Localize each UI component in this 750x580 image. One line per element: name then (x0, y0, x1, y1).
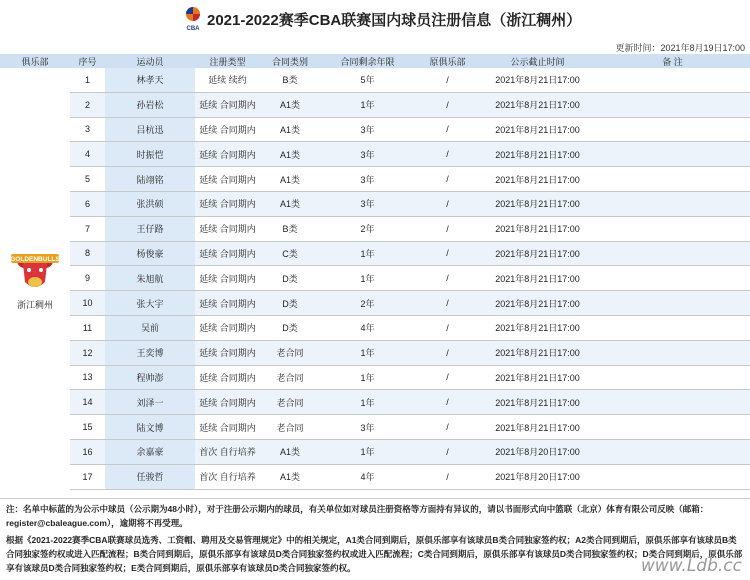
cell-no: 9 (70, 266, 105, 291)
cell-note (595, 216, 750, 241)
cell-years: 4年 (320, 315, 415, 340)
cell-name: 程帅澎 (105, 365, 195, 390)
table-row (0, 315, 750, 340)
cell-no: 12 (70, 340, 105, 365)
cell-deadline: 2021年8月21日17:00 (480, 291, 595, 316)
cell-name: 杨俊豪 (105, 241, 195, 266)
cell-deadline: 2021年8月21日17:00 (480, 142, 595, 167)
cell-type: 延续 合同期内 (195, 142, 260, 167)
cell-note (595, 191, 750, 216)
cell-years: 3年 (320, 191, 415, 216)
table-row (0, 390, 750, 415)
table-row (0, 167, 750, 192)
table-row (0, 340, 750, 365)
cell-note (595, 117, 750, 142)
cell-name: 吕杭迅 (105, 117, 195, 142)
registration-table (0, 54, 750, 490)
header (0, 0, 750, 40)
cell-name: 王仔路 (105, 216, 195, 241)
cell-no: 15 (70, 415, 105, 440)
cell-years: 3年 (320, 142, 415, 167)
cell-name: 林孝天 (105, 68, 195, 92)
cell-type: 延续 合同期内 (195, 191, 260, 216)
col-header: 公示截止时间 (480, 54, 595, 68)
cell-no: 14 (70, 390, 105, 415)
cell-type: 首次 自行培养 (195, 439, 260, 464)
cell-from: / (415, 390, 480, 415)
cell-type: 延续 合同期内 (195, 216, 260, 241)
cell-no: 7 (70, 216, 105, 241)
cell-cat: 老合同 (260, 390, 320, 415)
cell-deadline: 2021年8月21日17:00 (480, 266, 595, 291)
cell-deadline: 2021年8月21日17:00 (480, 167, 595, 192)
cell-deadline: 2021年8月20日17:00 (480, 439, 595, 464)
cell-type: 延续 合同期内 (195, 340, 260, 365)
table-row (0, 117, 750, 142)
table-row (0, 415, 750, 440)
cell-from: / (415, 340, 480, 365)
cell-name: 时振恺 (105, 142, 195, 167)
cell-no: 6 (70, 191, 105, 216)
cell-name: 任骏哲 (105, 464, 195, 489)
cell-no: 2 (70, 92, 105, 117)
cell-no: 10 (70, 291, 105, 316)
cell-type: 延续 合同期内 (195, 266, 260, 291)
col-header: 俱乐部 (0, 54, 70, 68)
cell-deadline: 2021年8月21日17:00 (480, 340, 595, 365)
cell-cat: A1类 (260, 167, 320, 192)
cell-from: / (415, 191, 480, 216)
cell-no: 8 (70, 241, 105, 266)
golden-bulls-logo-icon (9, 246, 61, 294)
table-row (0, 216, 750, 241)
cell-from: / (415, 291, 480, 316)
cell-from: / (415, 266, 480, 291)
cell-note (595, 291, 750, 316)
page-title: 2021-2022赛季CBA联赛国内球员注册信息（浙江稠州） (207, 12, 582, 29)
cell-note (595, 241, 750, 266)
cell-from: / (415, 216, 480, 241)
cell-cat: C类 (260, 241, 320, 266)
cell-deadline: 2021年8月21日17:00 (480, 92, 595, 117)
cell-no: 17 (70, 464, 105, 489)
cell-years: 4年 (320, 464, 415, 489)
club-cell (0, 68, 70, 489)
cell-from: / (415, 439, 480, 464)
cell-deadline: 2021年8月21日17:00 (480, 117, 595, 142)
cell-name: 陆文博 (105, 415, 195, 440)
cell-years: 1年 (320, 340, 415, 365)
cell-from: / (415, 365, 480, 390)
cell-no: 5 (70, 167, 105, 192)
table-row (0, 266, 750, 291)
cell-years: 3年 (320, 167, 415, 192)
cell-cat: 老合同 (260, 415, 320, 440)
cell-type: 延续 续约 (195, 68, 260, 92)
cell-cat: A1类 (260, 439, 320, 464)
cell-cat: A1类 (260, 191, 320, 216)
table-row (0, 191, 750, 216)
cell-deadline: 2021年8月21日17:00 (480, 415, 595, 440)
col-header: 序号 (70, 54, 105, 68)
cell-no: 16 (70, 439, 105, 464)
cell-note (595, 92, 750, 117)
cell-note (595, 266, 750, 291)
cell-name: 余嘉豪 (105, 439, 195, 464)
cell-years: 2年 (320, 291, 415, 316)
cell-cat: B类 (260, 68, 320, 92)
table-header (0, 54, 750, 68)
cell-name: 吴前 (105, 315, 195, 340)
cell-no: 1 (70, 68, 105, 92)
cell-no: 11 (70, 315, 105, 340)
table-row (0, 241, 750, 266)
update-time: 更新时间：2021年8月19日17:00 (615, 43, 745, 53)
cell-years: 3年 (320, 117, 415, 142)
cell-from: / (415, 167, 480, 192)
cell-years: 1年 (320, 92, 415, 117)
cell-cat: B类 (260, 216, 320, 241)
cell-years: 5年 (320, 68, 415, 92)
cell-note (595, 390, 750, 415)
col-header: 注册类型 (195, 54, 260, 68)
cell-years: 1年 (320, 439, 415, 464)
cell-note (595, 315, 750, 340)
cell-cat: A1类 (260, 464, 320, 489)
cba-logo-icon (183, 6, 203, 32)
cell-cat: 老合同 (260, 365, 320, 390)
cell-type: 延续 合同期内 (195, 415, 260, 440)
cell-cat: A1类 (260, 92, 320, 117)
col-header: 原俱乐部 (415, 54, 480, 68)
cell-years: 2年 (320, 216, 415, 241)
cell-deadline: 2021年8月21日17:00 (480, 315, 595, 340)
table-row (0, 68, 750, 92)
cell-no: 13 (70, 365, 105, 390)
table-row (0, 92, 750, 117)
cell-note (595, 340, 750, 365)
notes (0, 498, 750, 575)
note-paragraph-2: 根据《2021-2022赛季CBA联赛球员选秀、工资帽、聘用及交易管理规定》中的相关规定，A1类合同到期后，原俱乐部享有该球员B类合同独家签约权；A2类合同到期后，原俱乐部享有该球员B类合同独家签约权或进入匹配流程；B类合同到期后，原俱乐部享有该球员D类合同独家签约权或进入匹配流程；C类合同到期后，原俱乐部享有该球员D类合同独家签约权；D类合同到期后，原俱乐部享有该球员D类合同独家签约权；E类合同到期后，原俱乐部享有该球员D类合同独家签约权。 (6, 535, 743, 573)
cell-note (595, 415, 750, 440)
table-row (0, 439, 750, 464)
cell-name: 刘泽一 (105, 390, 195, 415)
cell-type: 延续 合同期内 (195, 167, 260, 192)
cell-type: 延续 合同期内 (195, 241, 260, 266)
cell-deadline: 2021年8月21日17:00 (480, 216, 595, 241)
cell-deadline: 2021年8月21日17:00 (480, 241, 595, 266)
cell-cat: 老合同 (260, 340, 320, 365)
table-row (0, 464, 750, 489)
cell-years: 1年 (320, 266, 415, 291)
col-header: 备 注 (595, 54, 750, 68)
cell-years: 1年 (320, 390, 415, 415)
cell-type: 延续 合同期内 (195, 92, 260, 117)
cell-years: 1年 (320, 241, 415, 266)
cell-type: 延续 合同期内 (195, 117, 260, 142)
cell-from: / (415, 415, 480, 440)
cell-deadline: 2021年8月21日17:00 (480, 390, 595, 415)
cell-from: / (415, 92, 480, 117)
cell-years: 1年 (320, 365, 415, 390)
cell-from: / (415, 241, 480, 266)
cell-type: 延续 合同期内 (195, 390, 260, 415)
cell-note (595, 167, 750, 192)
cell-cat: D类 (260, 315, 320, 340)
cell-cat: D类 (260, 291, 320, 316)
cell-type: 延续 合同期内 (195, 291, 260, 316)
cell-type: 延续 合同期内 (195, 315, 260, 340)
col-header: 运动员 (105, 54, 195, 68)
svg-text:GOLDENBULLS: GOLDENBULLS (10, 256, 60, 264)
cell-from: / (415, 142, 480, 167)
cell-name: 朱旭航 (105, 266, 195, 291)
cell-note (595, 142, 750, 167)
svg-text:CBA: CBA (186, 26, 200, 32)
cell-no: 4 (70, 142, 105, 167)
cell-deadline: 2021年8月20日17:00 (480, 464, 595, 489)
table-body (0, 68, 750, 489)
note-paragraph-1: 注：名单中标蓝的为公示中球员（公示期为48小时），对于注册公示期内的球员，有关单位如对球员注册资格等方面持有异议的，请以书面形式向中篮联（北京）体育有限公司反映（邮箱：register@cbaleague.com），逾期将不再受理。 (6, 504, 709, 528)
cell-cat: A1类 (260, 117, 320, 142)
cell-from: / (415, 464, 480, 489)
watermark: www.Ldb.cc (640, 556, 742, 576)
cell-name: 陆翊铭 (105, 167, 195, 192)
cell-name: 张大宇 (105, 291, 195, 316)
cell-deadline: 2021年8月21日17:00 (480, 191, 595, 216)
cell-name: 孙岩松 (105, 92, 195, 117)
cell-from: / (415, 117, 480, 142)
cell-deadline: 2021年8月21日17:00 (480, 68, 595, 92)
col-header: 合同类别 (260, 54, 320, 68)
cell-name: 王奕博 (105, 340, 195, 365)
table-row (0, 291, 750, 316)
col-header: 合同剩余年限 (320, 54, 415, 68)
cell-deadline: 2021年8月21日17:00 (480, 365, 595, 390)
table-row (0, 142, 750, 167)
table-row (0, 365, 750, 390)
cell-note (595, 464, 750, 489)
cell-type: 首次 自行培养 (195, 464, 260, 489)
cell-note (595, 68, 750, 92)
cell-from: / (415, 68, 480, 92)
cell-years: 3年 (320, 415, 415, 440)
cell-from: / (415, 315, 480, 340)
cell-note (595, 365, 750, 390)
club-name: 浙江稠州 (16, 300, 53, 311)
cell-note (595, 439, 750, 464)
cell-type: 延续 合同期内 (195, 365, 260, 390)
cell-cat: D类 (260, 266, 320, 291)
cell-name: 张洪硕 (105, 191, 195, 216)
cell-no: 3 (70, 117, 105, 142)
cell-cat: A1类 (260, 142, 320, 167)
